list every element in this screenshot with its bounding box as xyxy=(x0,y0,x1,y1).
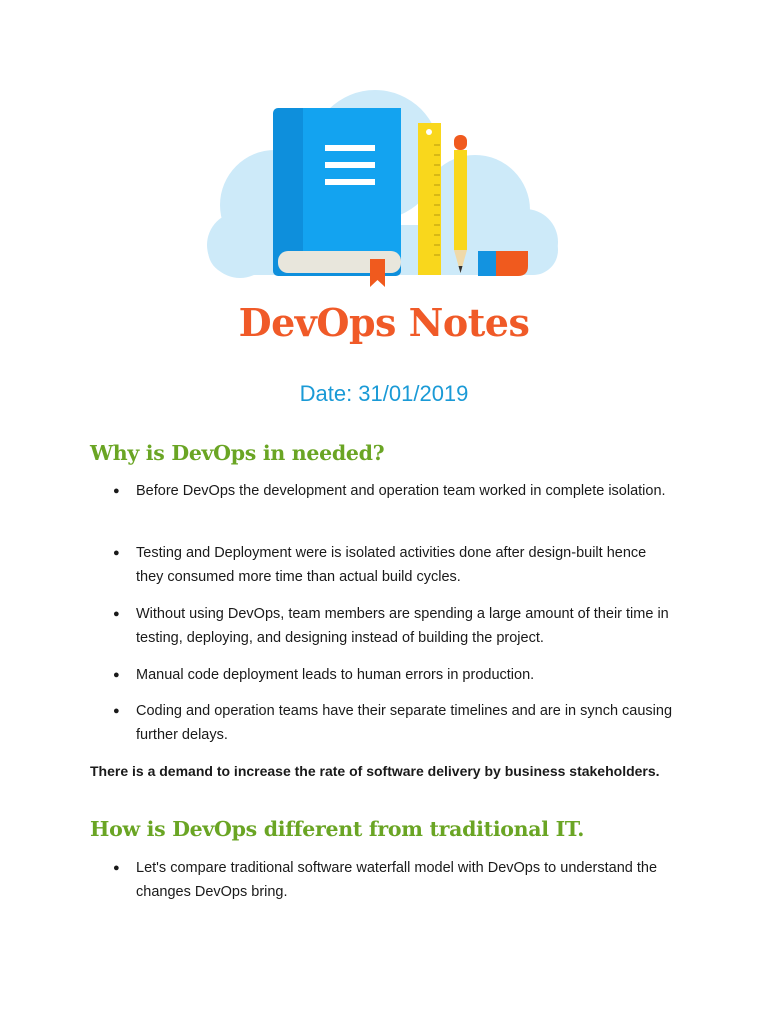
bullet-icon: ● xyxy=(113,485,120,497)
bullet-icon: ● xyxy=(113,608,120,620)
bullet-icon: ● xyxy=(113,862,120,874)
emphasis-paragraph: There is a demand to increase the rate of software delivery by business stakeholders. xyxy=(90,763,660,779)
page-title: DevOps Notes xyxy=(238,300,530,345)
list-item: ● Let's compare traditional software waterfall model with DevOps to understand the changes DevOps bring. xyxy=(113,856,673,904)
section-heading-why: Why is DevOps in needed? xyxy=(90,441,385,465)
book-cloud-illustration xyxy=(200,80,570,295)
bullet-icon: ● xyxy=(113,669,120,681)
list-item: ● Manual code deployment leads to human errors in production. xyxy=(113,663,673,687)
book-icon xyxy=(273,108,401,287)
list-item: ● Before DevOps the development and operation team worked in complete isolation. xyxy=(113,479,673,503)
list-item: ● Without using DevOps, team members are spending a large amount of their time in testing, deploying, and designing instead of building the project. xyxy=(113,602,673,650)
list-item: ● Coding and operation teams have their separate timelines and are in synch causing further delays. xyxy=(113,699,673,747)
eraser-icon xyxy=(478,251,528,276)
pencil-icon xyxy=(454,135,467,273)
bullet-icon: ● xyxy=(113,547,120,559)
list-item: ● Testing and Deployment were is isolated activities done after design-built hence they consumed more time than actual build cycles. xyxy=(113,541,673,589)
section-heading-how: How is DevOps different from traditional IT. xyxy=(90,817,585,841)
bullet-icon: ● xyxy=(113,705,120,717)
document-date: Date: 31/01/2019 xyxy=(299,381,469,406)
ruler-icon xyxy=(418,123,441,275)
